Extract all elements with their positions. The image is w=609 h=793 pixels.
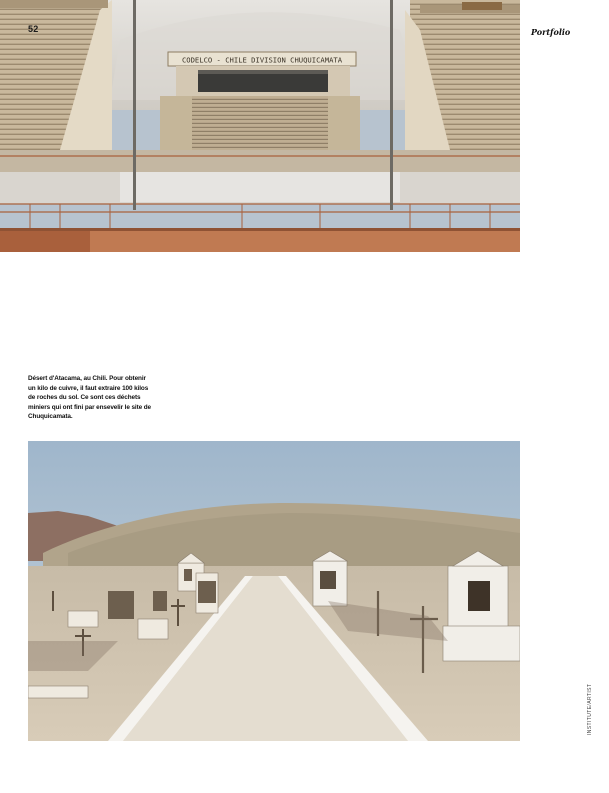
stadium-sign: CODELCO - CHILE DIVISION CHUQUICAMATA [181,55,343,65]
cemetery-photo [28,441,520,741]
stadium-illustration [0,0,520,252]
stadium-photo [0,0,520,252]
cemetery-illustration [28,441,520,741]
photo-credit: INSTITUTE/ARTIST [587,683,593,735]
page-number: 52 [28,24,39,34]
section-label: Portfolio [531,27,571,37]
photo-caption: Désert d'Atacama, au Chili. Pour obtenir un kilo de cuivre, il faut extraire 100 kilos de roches du sol. Ce sont ces déchets miniers qui ont fini par ensevelir le site de Chuquicamata. [28,375,151,421]
